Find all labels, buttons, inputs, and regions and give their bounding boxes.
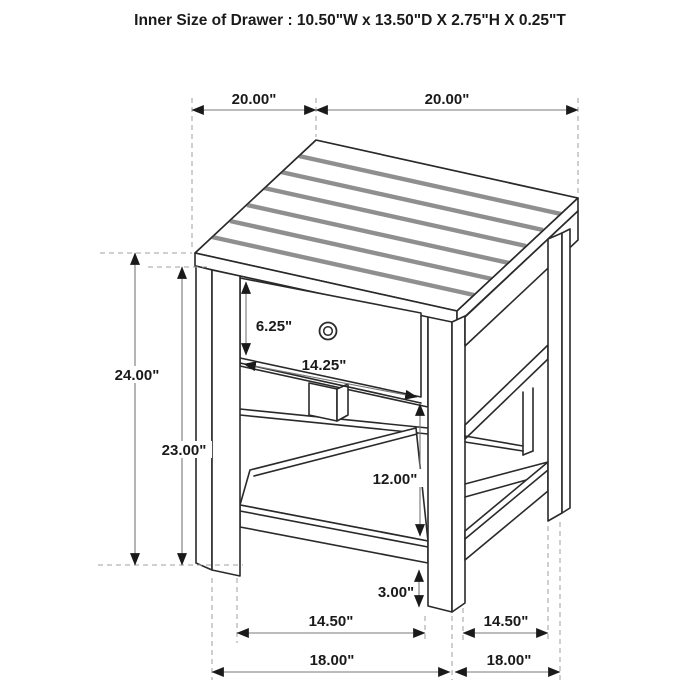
label-base-side: 18.00" xyxy=(486,652,532,669)
label-under-top-height: 23.00" xyxy=(161,442,207,459)
label-compartment-height: 12.00" xyxy=(372,471,418,488)
label-shelf-to-floor: 3.00" xyxy=(377,584,415,601)
diagram-title: Inner Size of Drawer : 10.50"W x 13.50"D X 2.75"H X 0.25"T xyxy=(134,12,566,29)
lower-shelf xyxy=(240,428,428,563)
label-drawer-width: 14.25" xyxy=(301,357,347,374)
center-support-block xyxy=(309,383,348,421)
right-leg xyxy=(548,229,570,521)
label-overall-height: 24.00" xyxy=(114,367,160,384)
label-top-width-left: 20.00" xyxy=(231,91,277,108)
label-leg-span-front: 14.50" xyxy=(308,613,354,630)
side-mid-rail xyxy=(465,345,548,439)
left-leg xyxy=(196,266,240,576)
label-base-front: 18.00" xyxy=(309,652,355,669)
label-leg-span-side: 14.50" xyxy=(483,613,529,630)
label-drawer-height: 6.25" xyxy=(255,318,293,335)
table-illustration xyxy=(195,140,578,612)
front-leg xyxy=(428,316,465,612)
side-bottom-rail xyxy=(465,462,548,560)
label-top-width-right: 20.00" xyxy=(424,91,470,108)
